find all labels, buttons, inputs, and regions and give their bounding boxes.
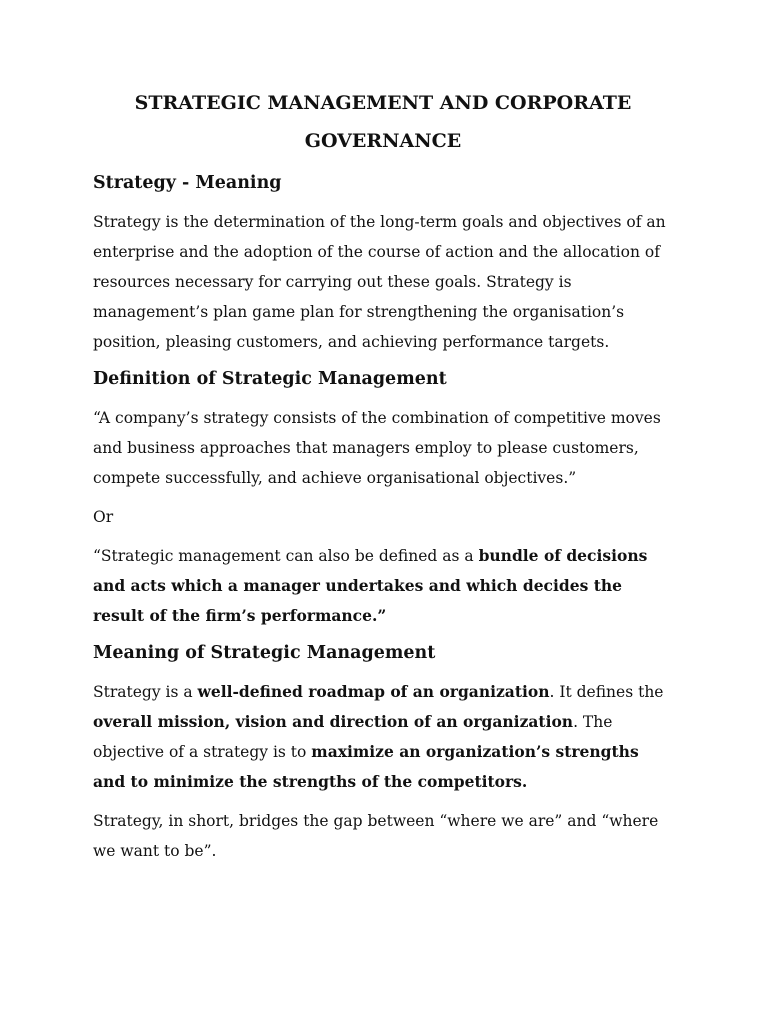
p1-text-1: Strategy is a	[93, 683, 198, 701]
p1-bold-2: overall mission, vision and direction of an organization	[93, 712, 574, 731]
quote2-bold: bundle of decisions and acts which a manager undertakes and which decides the result of the firm’s performance.”	[93, 546, 648, 625]
paragraph-gap: Strategy, in short, bridges the gap between “where we are” and “where we want to be”.	[93, 812, 659, 860]
paragraph-or: Or	[93, 508, 114, 526]
p1-bold-3: maximize an organization’s strengths and to minimize the strengths of the competitors.	[93, 742, 639, 791]
p1-bold-1: well-defined roadmap of an organization	[197, 682, 550, 701]
p1-text-3: . The objective of a strategy is to	[93, 713, 613, 761]
heading-meaning-strategic-management: Meaning of Strategic Management	[93, 643, 436, 663]
paragraph-definition-quote-2	[93, 541, 673, 631]
document-page	[93, 84, 673, 875]
heading-definition: Definition of Strategic Management	[93, 369, 447, 389]
document-title: STRATEGIC MANAGEMENT AND CORPORATE GOVERNANCE	[134, 92, 632, 152]
paragraph-strategy-meaning: Strategy is the determination of the long-term goals and objectives of an enterprise and the adoption of the course of action and the allocation of resources necessary for carrying out these goals. Strategy is management’s plan game plan for strengthening the organisation’s position, pleasing customers, and achieving performance targets.	[93, 213, 666, 351]
p1-text-2: . It defines the	[549, 683, 664, 701]
quote2-text: “Strategic management can also be defined as a	[93, 547, 479, 565]
paragraph-definition-quote: “A company’s strategy consists of the combination of competitive moves and business approaches that managers employ to please customers, compete successfully, and achieve organisational objectives.”	[93, 409, 661, 487]
paragraph-roadmap	[93, 677, 673, 797]
heading-strategy-meaning: Strategy - Meaning	[93, 173, 282, 193]
